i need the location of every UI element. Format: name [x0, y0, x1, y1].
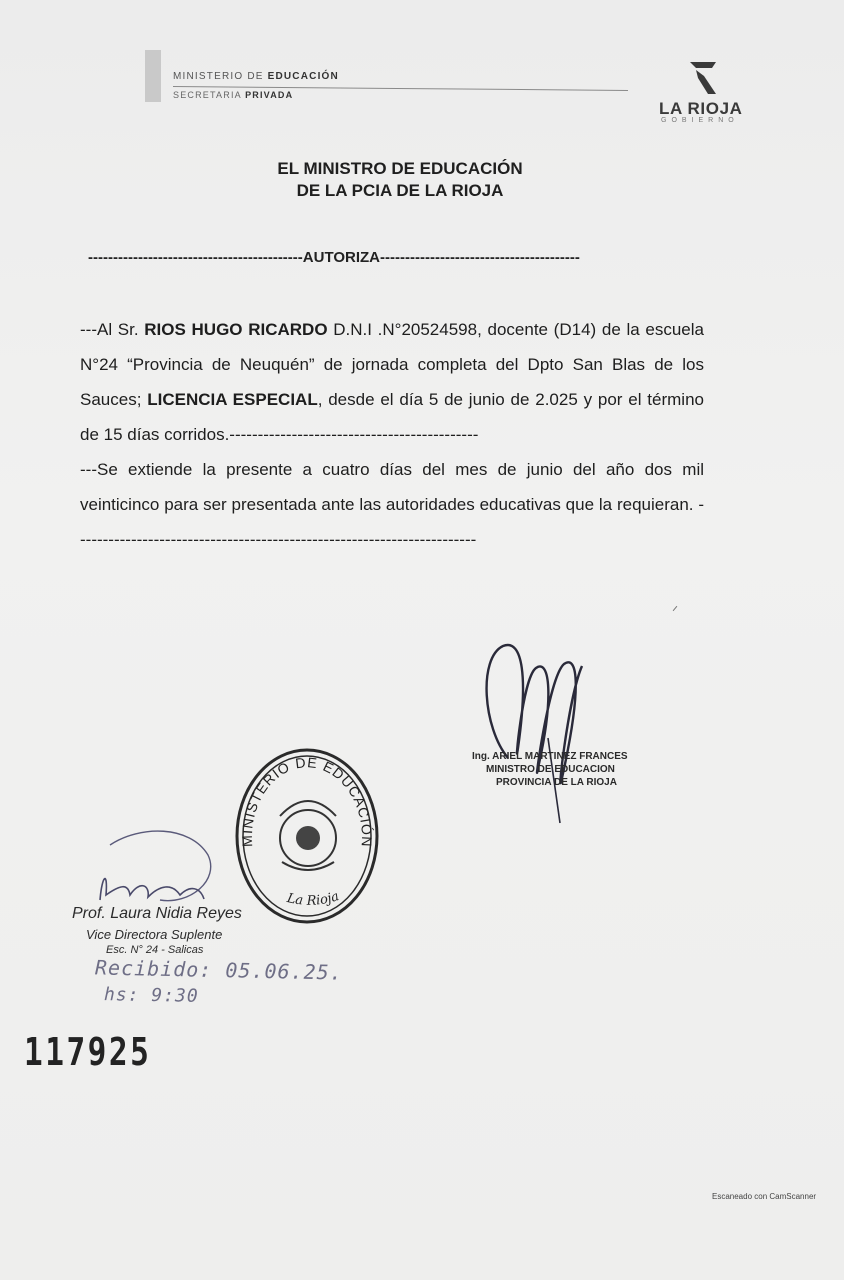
- person-name: RIOS HUGO RICARDO: [144, 320, 328, 339]
- letterhead-ministry: [173, 71, 339, 82]
- document-number: 117925: [24, 1030, 152, 1074]
- letterhead-secretary: [173, 90, 293, 100]
- heading-line-1: EL MINISTRO DE EDUCACIÓN: [277, 159, 523, 178]
- minister-signature-icon: [478, 638, 618, 828]
- la-rioja-logo-icon: [686, 60, 720, 96]
- heading-line-2: DE LA PCIA DE LA RIOJA: [296, 181, 504, 200]
- svg-text:La Rioja: [285, 889, 341, 909]
- ministry-seal-icon: [232, 746, 382, 926]
- vice-director-title: Vice Directora Suplente: [86, 927, 223, 942]
- minister-signature-block: [472, 750, 642, 789]
- minister-name: Ing. ARIEL MARTINEZ FRANCES: [472, 751, 628, 762]
- ministry-name: EDUCACIÓN: [267, 71, 339, 82]
- document-heading: [180, 158, 620, 202]
- vice-director-name: Prof. Laura Nidia Reyes: [72, 905, 242, 922]
- leave-type: LICENCIA ESPECIAL: [147, 390, 318, 409]
- autoriza-title: -------------------------------------------AUTORIZA----------------------------------------: [88, 249, 580, 266]
- stray-mark: [673, 606, 678, 611]
- letterhead-bar: [145, 50, 161, 102]
- seal-bottom-text: La Rioja: [285, 888, 342, 909]
- minister-province: PROVINCIA DE LA RIOJA: [496, 777, 617, 788]
- p1-details: D.N.I .N°20524598, docente (D14) de la escuela N°24 “Provincia de Neuquén” de jornada completa del Dpto San Blas de los Sauces;: [80, 320, 704, 409]
- scanner-footer: Escaneado con CamScanner: [712, 1192, 817, 1201]
- handwritten-time: hs: 9:30: [103, 984, 199, 1007]
- seal-top-text: MINISTERIO DE EDUCACIÓN: [238, 754, 376, 848]
- p1-dates: , desde el día 5 de junio de 2.025 y por el término de 15 días corridos.--------------------------------------------: [80, 390, 704, 444]
- secretary-name: PRIVADA: [245, 90, 294, 100]
- handwritten-received: Recibido: 05.06.25.: [94, 955, 344, 985]
- document-body: [80, 312, 704, 557]
- vice-director-signature-block: [72, 905, 292, 956]
- secretary-prefix: SECRETARIA: [173, 90, 242, 100]
- ministry-prefix: MINISTERIO DE: [173, 71, 264, 82]
- logo-subtitle: GOBIERNO: [661, 117, 739, 124]
- minister-title: MINISTRO DE EDUCACION: [486, 764, 615, 775]
- paragraph-authorization: [80, 312, 704, 452]
- p1-intro: ---Al Sr.: [80, 320, 145, 339]
- vice-director-school: Esc. N° 24 - Salicas: [106, 944, 204, 956]
- paragraph-issuance: ---Se extiende la presente a cuatro días del mes de junio del año dos mil veinticinco para ser presentada ante las autoridades educativas que la requieran. -----------------------------------------------------------------------: [80, 460, 704, 549]
- logo-title: LA RIOJA: [659, 99, 743, 118]
